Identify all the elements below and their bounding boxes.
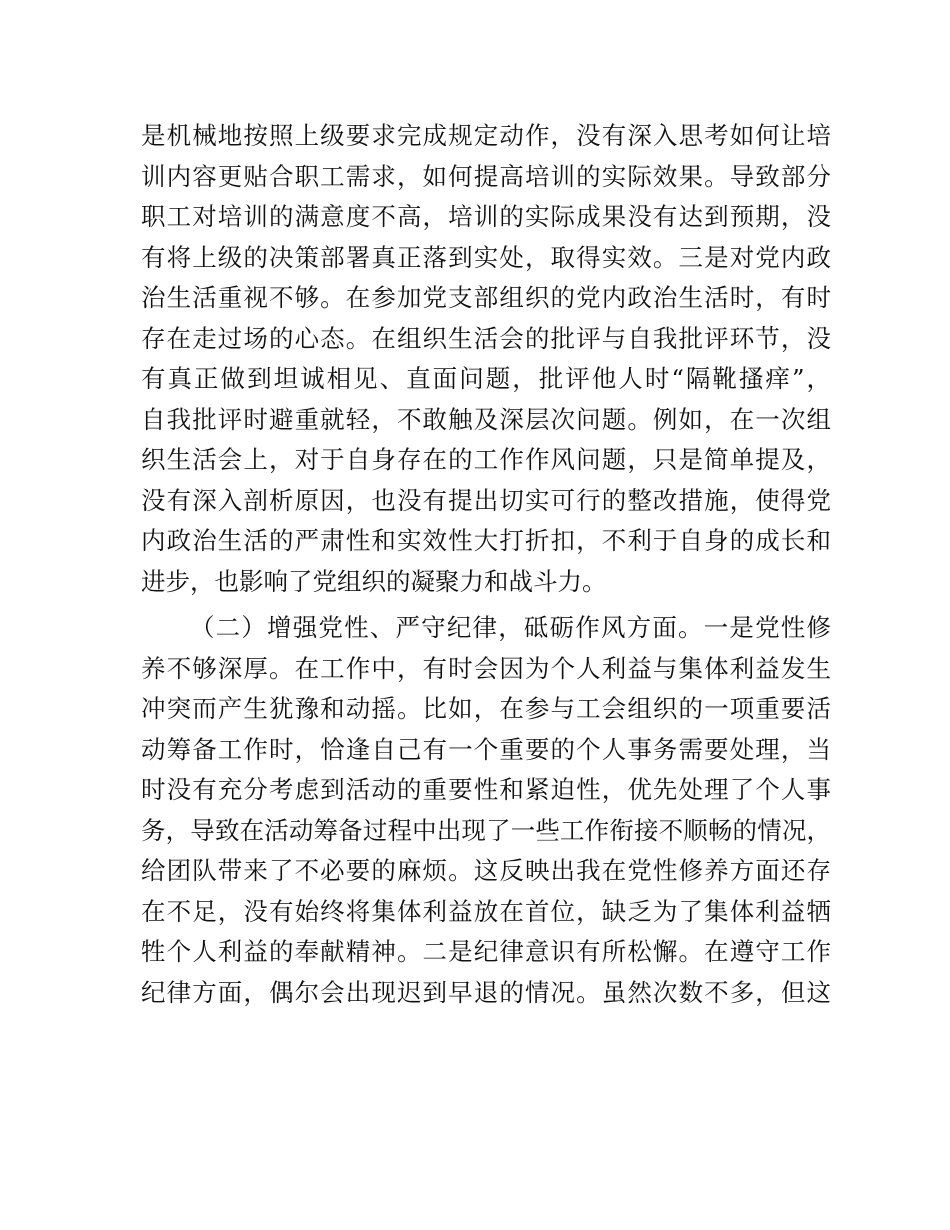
document-body <box>141 116 831 1013</box>
text-line: 给团队带来了不必要的麻烦。这反映出我在党性修养方面还存 <box>141 856 831 885</box>
text-line: 有真正做到坦诚相见、直面问题，批评他人时“隔靴搔痒”， <box>141 364 831 393</box>
text-line: 是机械地按照上级要求完成规定动作，没有深入思考如何让培 <box>141 121 831 150</box>
text-line: 训内容更贴合职工需求，如何提高培训的实际效果。导致部分 <box>141 161 831 191</box>
section-heading-line: （二）增强党性、严守纪律，砥砺作风方面。一是党性修 <box>190 613 831 642</box>
text-line: 牲个人利益的奉献精神。二是纪律意识有所松懈。在遵守工作 <box>141 937 831 966</box>
text-line: 自我批评时避重就轻，不敢触及深层次问题。例如，在一次组 <box>141 404 831 434</box>
text-line: 治生活重视不够。在参加党支部组织的党内政治生活时，有时 <box>141 283 831 312</box>
text-line: 冲突而产生犹豫和动摇。比如，在参与工会组织的一项重要活 <box>141 694 831 723</box>
text-line-last: 进步，也影响了党组织的凝聚力和战斗力。 <box>141 566 607 596</box>
text-line: 纪律方面，偶尔会出现迟到早退的情况。虽然次数不多，但这 <box>141 977 831 1007</box>
text-line: 动筹备工作时，恰逢自己有一个重要的个人事务需要处理，当 <box>141 734 831 764</box>
paragraph-party-spirit-discipline <box>141 608 831 1013</box>
text-line: 没有深入剖析原因，也没有提出切实可行的整改措施，使得党 <box>141 485 831 515</box>
text-line: 内政治生活的严肃性和实效性大打折扣，不利于自身的成长和 <box>141 526 831 555</box>
text-line: 在不足，没有始终将集体利益放在首位，缺乏为了集体利益牺 <box>141 896 831 926</box>
text-line: 职工对培训的满意度不高，培训的实际成果没有达到预期，没 <box>141 202 831 231</box>
text-line: 务，导致在活动筹备过程中出现了一些工作衔接不顺畅的情况， <box>141 815 831 845</box>
text-line: 有将上级的决策部署真正落到实处，取得实效。三是对党内政 <box>141 242 831 272</box>
text-line: 织生活会上，对于自身存在的工作作风问题，只是简单提及， <box>141 445 831 474</box>
text-line: 养不够深厚。在工作中，有时会因为个人利益与集体利益发生 <box>141 653 831 683</box>
text-line: 时没有充分考虑到活动的重要性和紧迫性，优先处理了个人事 <box>141 775 831 804</box>
text-line: 存在走过场的心态。在组织生活会的批评与自我批评环节，没 <box>141 323 831 353</box>
paragraph-party-political-life <box>141 116 831 602</box>
